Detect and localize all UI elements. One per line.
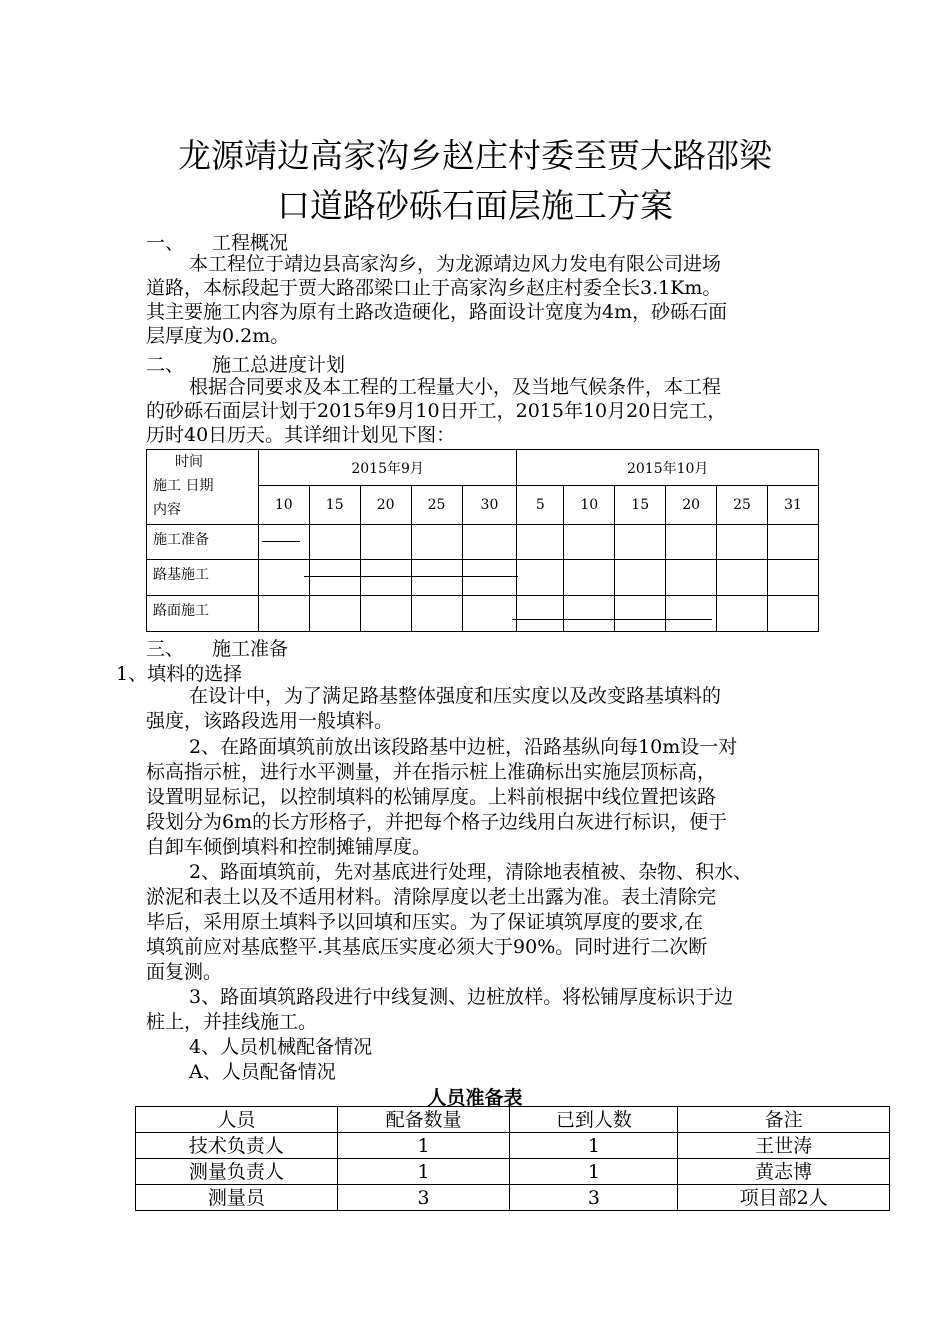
section2-heading: 施工总进度计划: [212, 354, 346, 376]
schedule-date: 25: [411, 486, 462, 525]
subsection-personnel: A、人员配备情况: [189, 1061, 336, 1083]
section1-line: 其主要施工内容为原有土路改造硬化，路面设计宽度为4m，砂砾石面: [146, 301, 728, 323]
schedule-row: [147, 596, 819, 632]
schedule-month-oct: 2015年10月: [517, 450, 819, 486]
staff-table-row: [136, 1159, 890, 1185]
staff-cell: 3: [337, 1185, 510, 1211]
schedule-task-name: 施工准备: [147, 525, 259, 560]
section2-line: 根据合同要求及本工程的工程量大小，及当地气候条件，本工程: [189, 376, 722, 398]
para3-line: 淤泥和表土以及不适用材料。清除厚度以老土出露为准。表土清除完: [146, 886, 717, 908]
section1-line: 本工程位于靖边县高家沟乡，为龙源靖边风力发电有限公司进场: [189, 253, 722, 275]
para3-line: 2、路面填筑前，先对基底进行处理，清除地表植被、杂物、积水、: [189, 861, 753, 883]
para2-line: 2、在路面填筑前放出该段路基中边桩，沿路基纵向每10m设一对: [189, 736, 738, 758]
section1-line: 层厚度为0.2m。: [146, 325, 290, 347]
para1-line: 强度，该路段选用一般填料。: [146, 710, 394, 732]
section2-line: 历时40日历天。其详细计划见下图：: [146, 424, 456, 446]
section1-heading: 工程概况: [212, 232, 289, 254]
schedule-date: 5: [517, 486, 564, 525]
schedule-date: 20: [666, 486, 717, 525]
schedule-month-sep: 2015年9月: [258, 450, 517, 486]
document-title-line2: 口道路砂砾石面层施工方案: [277, 186, 673, 225]
staff-col-header: 已到人数: [510, 1107, 678, 1133]
staff-cell: 王世涛: [678, 1133, 890, 1159]
staff-cell: 黄志博: [678, 1159, 890, 1185]
staff-cell: 3: [510, 1185, 678, 1211]
para1-line: 在设计中，为了满足路基整体强度和压实度以及改变路基填料的: [189, 685, 722, 707]
gantt-bar-prep: [262, 541, 300, 542]
schedule-header-time: 时间: [175, 454, 203, 470]
schedule-header-corner: [147, 450, 259, 525]
schedule-task-name: 路面施工: [147, 596, 259, 632]
staff-cell: 项目部2人: [678, 1185, 890, 1211]
section1-line: 道路，本标段起于贾大路邵梁口止于高家沟乡赵庄村委全长3.1Km。: [146, 277, 722, 299]
para2-line: 自卸车倾倒填料和控制摊铺厚度。: [146, 836, 432, 858]
para4-line: 3、路面填筑路段进行中线复测、边桩放样。将松铺厚度标识于边: [189, 986, 734, 1008]
schedule-date: 10: [258, 486, 309, 525]
para2-line: 标高指示桩，进行水平测量，并在指示桩上准确标出实施层顶标高，: [146, 761, 717, 783]
para2-line: 设置明显标记，以控制填料的松铺厚度。上料前根据中线位置把该路: [146, 786, 717, 808]
schedule-date: 15: [615, 486, 666, 525]
para3-line: 面复测。: [146, 961, 223, 983]
gantt-bar-subgrade: [304, 576, 518, 577]
schedule-date: 10: [564, 486, 615, 525]
schedule-task-name: 路基施工: [147, 560, 259, 596]
subsection-fill-selection: 1、填料的选择: [116, 663, 243, 685]
staff-cell: 测量员: [136, 1185, 338, 1211]
schedule-header-content: 内容: [153, 502, 181, 518]
staff-col-header: 配备数量: [337, 1107, 510, 1133]
staff-table-row: [136, 1133, 890, 1159]
staff-cell: 1: [337, 1133, 510, 1159]
subsection-staffing: 4、人员机械配备情况: [189, 1036, 373, 1058]
staff-cell: 1: [337, 1159, 510, 1185]
staff-table-title: 人员准备表: [427, 1087, 523, 1109]
staff-col-header: 备注: [678, 1107, 890, 1133]
schedule-date: 30: [462, 486, 517, 525]
para2-line: 段划分为6m的长方形格子，并把每个格子边线用白灰进行标识，便于: [146, 811, 728, 833]
staff-col-header: 人员: [136, 1107, 338, 1133]
schedule-row: [147, 560, 819, 596]
staff-cell: 技术负责人: [136, 1133, 338, 1159]
schedule-date: 25: [717, 486, 768, 525]
staff-cell: 1: [510, 1133, 678, 1159]
section2-line: 的砂砾石面层计划于2015年9月10日开工，2015年10月20日完工，: [146, 400, 727, 422]
section3-heading: 施工准备: [212, 638, 289, 660]
schedule-table: [146, 449, 819, 632]
schedule-date: 20: [360, 486, 411, 525]
staff-table-row: [136, 1185, 890, 1211]
gantt-bar-pavement: [512, 619, 712, 620]
staff-table: [135, 1106, 890, 1211]
schedule-row: [147, 525, 819, 560]
para3-line: 毕后，采用原土填料予以回填和压实。为了保证填筑厚度的要求,在: [146, 911, 704, 933]
schedule-header-date: 施工 日期: [153, 478, 214, 494]
para3-line: 填筑前应对基底整平.其基底压实度必须大于90%。同时进行二次断: [146, 936, 708, 958]
document-title-line1: 龙源靖边高家沟乡赵庄村委至贾大路邵梁: [178, 136, 772, 175]
para4-line: 桩上，并挂线施工。: [146, 1011, 318, 1033]
staff-cell: 测量负责人: [136, 1159, 338, 1185]
schedule-date: 15: [309, 486, 360, 525]
section2-number: 二、: [146, 354, 185, 376]
section3-number: 三、: [146, 638, 185, 660]
section1-number: 一、: [146, 232, 185, 254]
staff-table-header: [136, 1107, 890, 1133]
schedule-date: 31: [768, 486, 819, 525]
staff-cell: 1: [510, 1159, 678, 1185]
